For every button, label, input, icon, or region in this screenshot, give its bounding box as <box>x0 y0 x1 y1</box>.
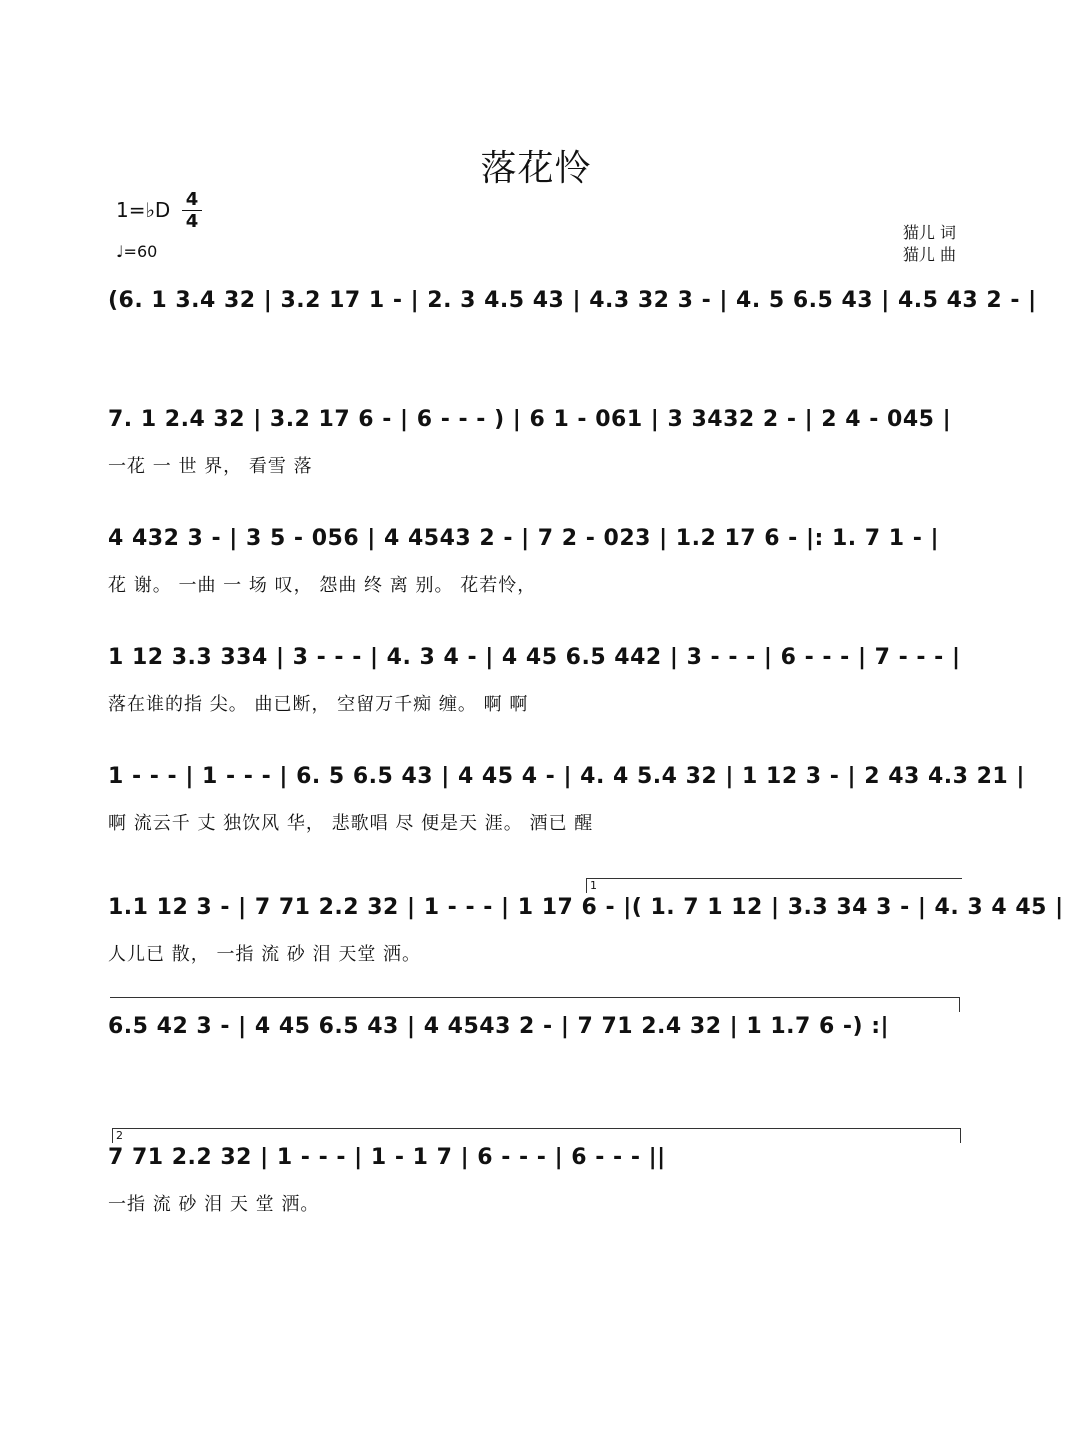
score-line-1 <box>108 288 1037 333</box>
volta-label: 2 <box>116 1129 123 1142</box>
volta-bracket-2 <box>112 1128 961 1143</box>
score-line-6 <box>108 895 1064 966</box>
notation-row: 6.5 42 3 - | 4 45 6.5 43 | 4 4543 2 - | 7 71 2.4 32 | 1 1.7 6 -) :| <box>108 1014 890 1039</box>
notation-row: 1.1 12 3 - | 7 71 2.2 32 | 1 - - - | 1 17 6 - |( 1. 7 1 12 | 3.3 34 3 - | 4. 3 4 45 | <box>108 895 1064 920</box>
score-line-5 <box>108 764 1025 835</box>
song-title: 落花怜 <box>480 148 592 189</box>
lyrics-row: 落在谁的指 尖。 曲已断， 空留万千痴 缠。 啊 啊 <box>108 694 529 715</box>
score-line-8 <box>108 1145 964 1216</box>
volta-bracket-1-continued <box>110 997 960 1012</box>
time-signature <box>182 190 202 231</box>
notation-row: 4 432 3 - | 3 5 - 056 | 4 4543 2 - | 7 2 - 023 | 1.2 17 6 - |: 1. 7 1 - | <box>108 526 940 551</box>
notation-row: 7 71 2.2 32 | 1 - - - | 1 - 1 7 | 6 - - - | 6 - - - || <box>108 1145 666 1170</box>
lyrics-row: 人儿已 散， 一指 流 砂 泪 天堂 洒。 <box>108 944 422 965</box>
lyrics-row: 一指 流 砂 泪 天 堂 洒。 <box>108 1194 320 1215</box>
score-line-7 <box>108 1014 964 1059</box>
score-line-2 <box>108 407 964 478</box>
key-signature: 1=♭D <box>116 198 171 222</box>
composer-credit: 猫儿 曲 <box>902 245 956 264</box>
score-line-3 <box>108 526 964 597</box>
notation-row: 1 12 3.3 334 | 3 - - - | 4. 3 4 - | 4 45 6.5 442 | 3 - - - | 6 - - - | 7 - - - | <box>108 645 961 670</box>
tempo-marking: ♩=60 <box>116 242 158 261</box>
lyrics-row: 一花 一 世 界， 看雪 落 <box>108 456 313 477</box>
notation-row: 7. 1 2.4 32 | 3.2 17 6 - | 6 - - - ) | 6 1 - 061 | 3 3432 2 - | 2 4 - 045 | <box>108 407 952 432</box>
notation-row: 1 - - - | 1 - - - | 6. 5 6.5 43 | 4 45 4 - | 4. 4 5.4 32 | 1 12 3 - | 2 43 4.3 21 | <box>108 764 1025 789</box>
score-line-4 <box>108 645 964 716</box>
lyricist-credit: 猫儿 词 <box>902 223 956 242</box>
credits <box>903 222 956 266</box>
lyrics-row: 啊 流云千 丈 独饮风 华， 悲歌唱 尽 便是天 涯。 酒已 醒 <box>108 813 594 834</box>
volta-bracket-1 <box>586 878 962 893</box>
time-signature-bottom: 4 <box>185 211 199 232</box>
notation-row: (6. 1 3.4 32 | 3.2 17 1 - | 2. 3 4.5 43 | 4.3 32 3 - | 4. 5 6.5 43 | 4.5 43 2 - | <box>108 288 1037 313</box>
volta-label: 1 <box>590 879 597 892</box>
lyrics-row: 花 谢。 一曲 一 场 叹， 怨曲 终 离 别。 花若怜， <box>108 575 537 596</box>
time-signature-top: 4 <box>185 189 199 210</box>
